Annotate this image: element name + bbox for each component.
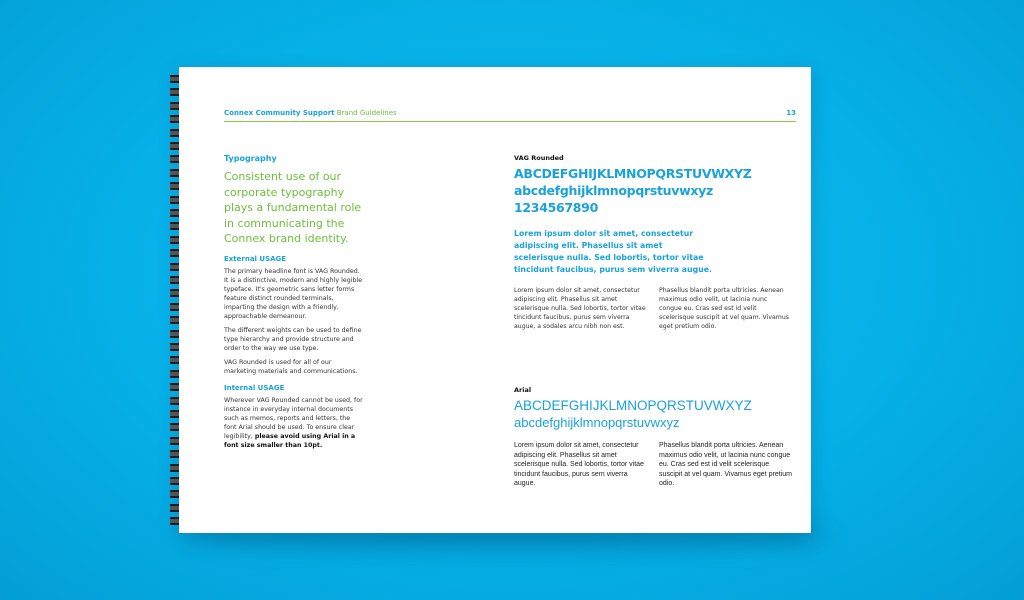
internal-bold-text: please avoid using Arial in a font size smaller than 10pt. [224, 432, 356, 449]
page-header [224, 109, 796, 122]
arial-column-right: Phasellus blandit porta ultricies. Aenean maximus odio velit, ut lacinia nunc congue eu. Cras sed est id velit scelerisque suscipit at vel quam. Vivamus eget pretium odio. [659, 442, 792, 487]
vag-uppercase: ABCDEFGHIJKLMNOPQRSTUVWXYZ [514, 166, 752, 181]
vag-label: VAG Rounded [514, 154, 564, 162]
header-subtitle: Brand Guidelines [336, 109, 397, 117]
vag-column-left: Lorem ipsum dolor sit amet, consectetur adipiscing elit. Phasellus sit amet scelerisque nulla. Sed lobortis, tortor vitae tincidunt faucibus, purus sem viverra augue, a sodales arcu nibh non est. [514, 287, 646, 330]
section-heading: Typography [224, 154, 277, 163]
arial-specimen [514, 386, 804, 501]
arial-column-left: Lorem ipsum dolor sit amet, consectetur adipiscing elit. Phasellus sit amet scelerisque nulla. Sed lobortis, tortor vitae tincidunt faucibus, purus sem viverra augue. [514, 442, 644, 487]
internal-usage-heading: Internal USAGE [224, 383, 285, 392]
vag-specimen [514, 154, 804, 346]
type-specimens [514, 154, 804, 501]
brochure-page [179, 67, 811, 533]
vag-lowercase: abcdefghijklmnopqrstuvwxyz [514, 183, 713, 198]
arial-columns [514, 441, 804, 501]
arial-label: Arial [514, 386, 532, 394]
vag-digits: 1234567890 [514, 200, 598, 215]
typography-intro [224, 154, 364, 455]
external-usage-heading: External USAGE [224, 254, 287, 263]
vag-column-right: Phasellus blandit porta ultricies. Aenean maximus odio velit, ut lacinia nunc congue eu. Cras sed est id velit scelerisque suscipit at vel quam. Vivamus eget pretium odio. [659, 287, 789, 330]
vag-lead-text: Lorem ipsum dolor sit amet, consectetur adipiscing elit. Phasellus sit amet scelerisque nulla. Sed lobortis, tortor vitae tincidunt faucibus, purus sem viverra augue. [514, 229, 712, 274]
external-paragraph: The different weights can be used to define type hierarchy and provide structure and order to the way we use type. [224, 326, 362, 352]
arial-lowercase: abcdefghijklmnopqrstuvwxyz [514, 415, 680, 430]
external-paragraph: VAG Rounded is used for all of our marketing materials and communications. [224, 358, 358, 375]
internal-paragraph [224, 396, 364, 450]
header-brand: Connex Community Support [224, 109, 335, 117]
lead-paragraph: Consistent use of our corporate typography plays a fundamental role in communicating the Connex brand identity. [224, 170, 362, 245]
internal-text: Wherever VAG Rounded cannot be used, for instance in everyday internal documents such as memos, reports and letters, the font Arial should be used. To ensure clear legibility, [224, 396, 363, 440]
external-paragraph: The primary headline font is VAG Rounded. It is a distinctive, modern and highly legible typeface. It's geometric sans letter forms feature distinct rounded terminals, imparting the design with a friendly, approachable demeanour. [224, 267, 363, 320]
vag-columns [514, 286, 804, 346]
arial-uppercase: ABCDEFGHIJKLMNOPQRSTUVWXYZ [514, 398, 752, 413]
page-number: 13 [786, 109, 796, 117]
